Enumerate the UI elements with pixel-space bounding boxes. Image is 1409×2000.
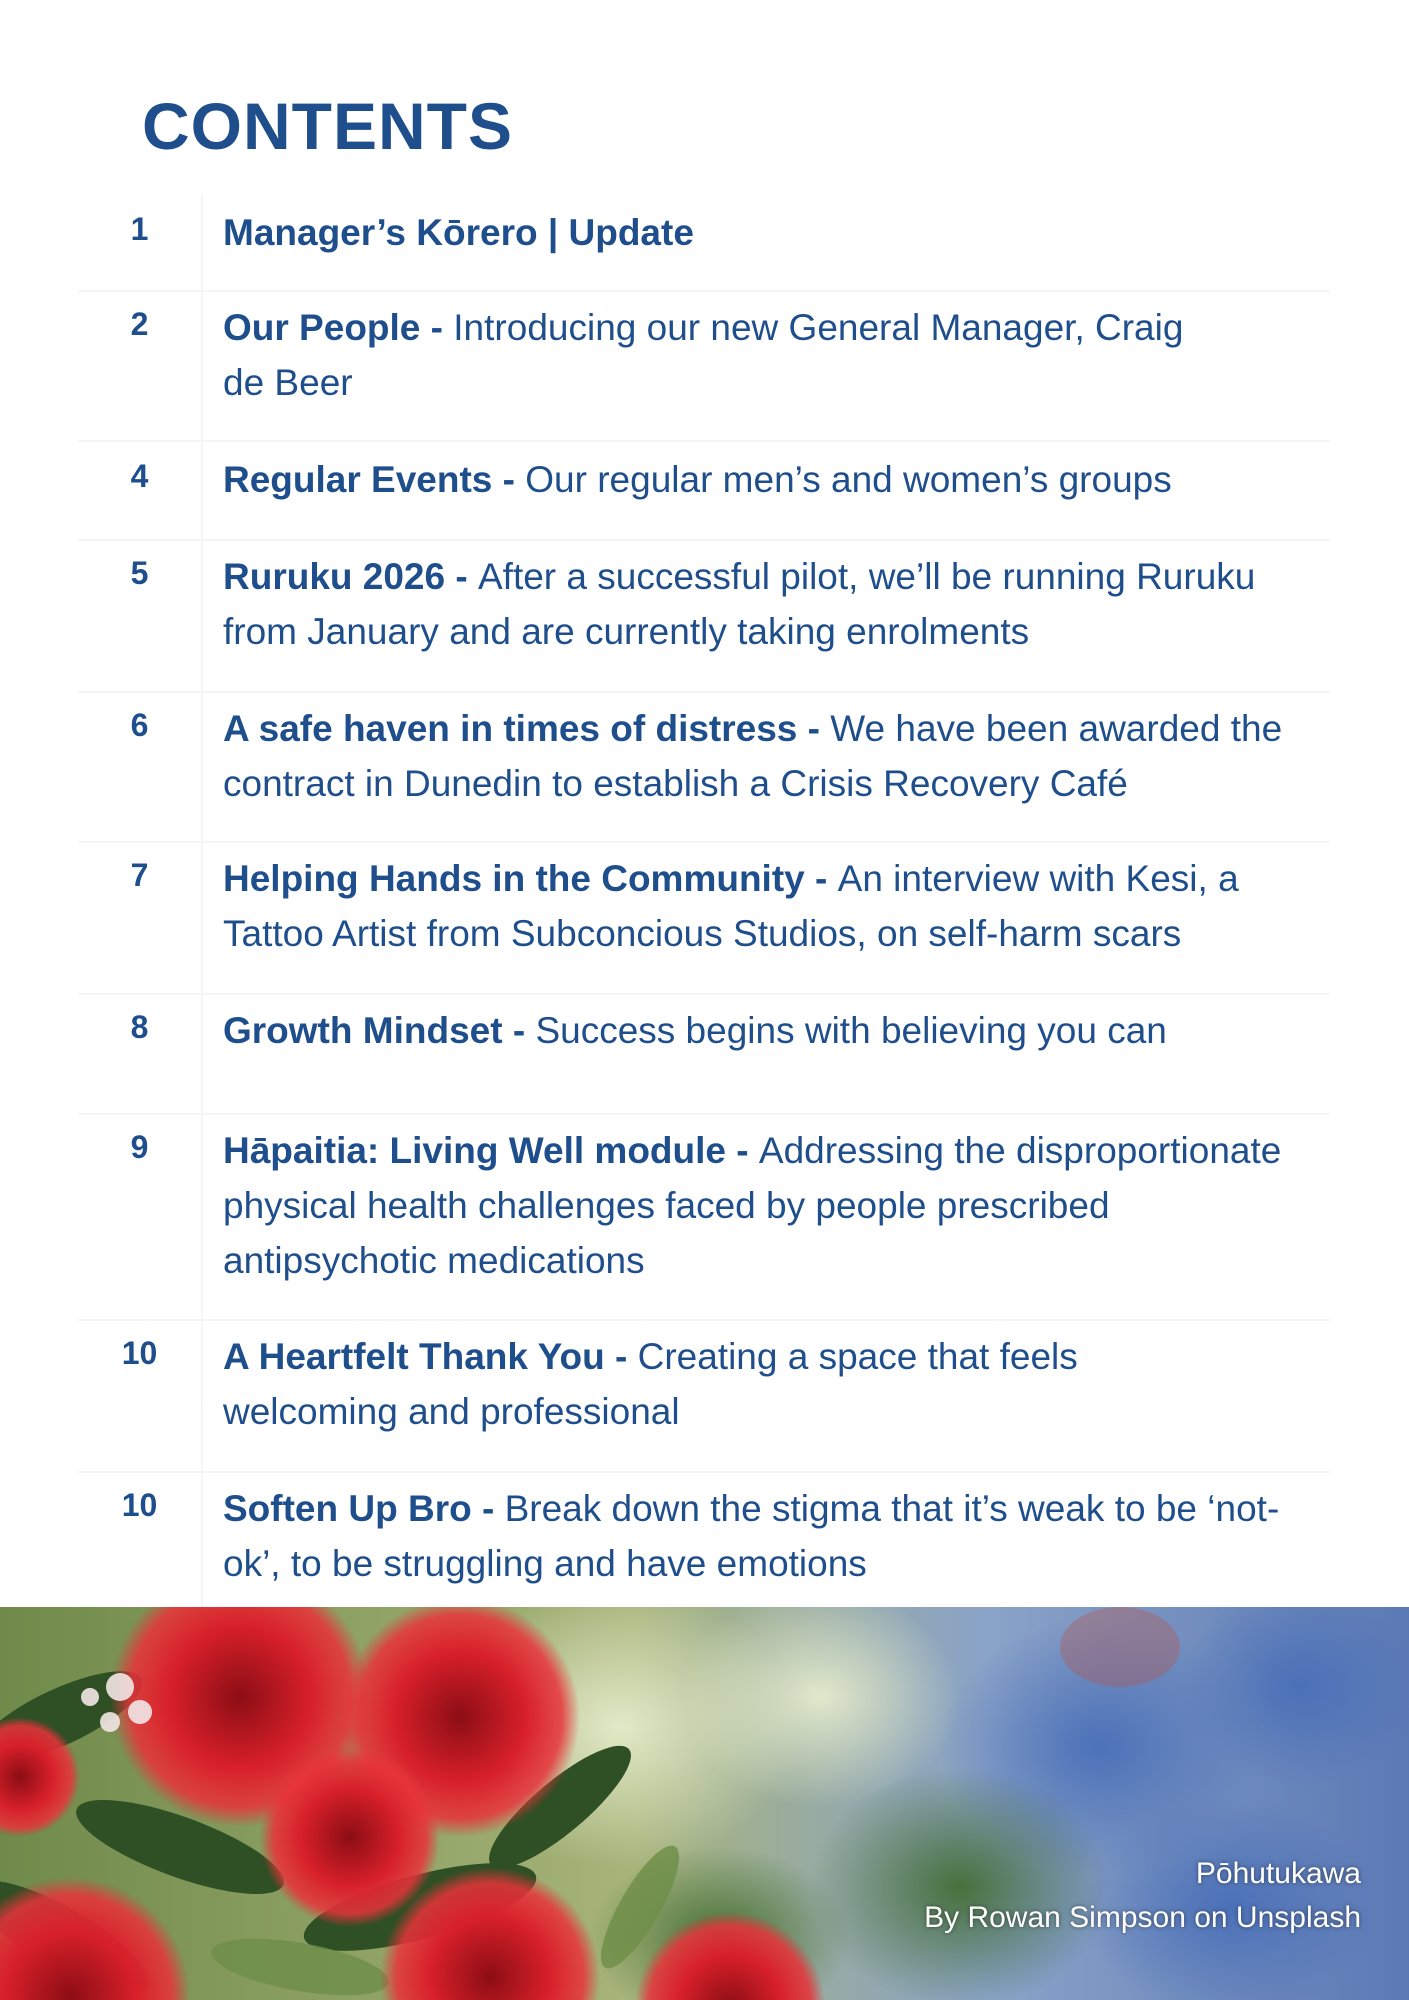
entry-separator: - (604, 1336, 638, 1377)
entry-heading: Our People (223, 307, 421, 348)
toc-entry[interactable] (78, 693, 1330, 843)
entry-separator: - (726, 1130, 759, 1171)
toc-entry[interactable] (78, 1321, 1330, 1473)
caption-credit: By Rowan Simpson on Unsplash (924, 1901, 1361, 1934)
entry-text (203, 195, 1330, 290)
entry-heading: Manager’s Kōrero | Update (223, 212, 694, 253)
toc-entry[interactable] (78, 195, 1330, 292)
entry-heading: A safe haven in times of distress (223, 708, 798, 749)
entry-text (203, 693, 1330, 841)
page-number: 10 (121, 1335, 158, 1371)
toc-entry[interactable] (78, 541, 1330, 693)
entry-text (203, 1115, 1330, 1319)
caption-title: Pōhutukawa (1195, 1857, 1361, 1890)
page-number-cell (78, 442, 203, 539)
page-number-cell (78, 1321, 203, 1471)
page-number-cell (78, 292, 203, 440)
entry-description: Introducing our new General Manager, Craig de Beer (223, 307, 1184, 403)
page-number-cell (78, 1115, 203, 1319)
page-number-cell (78, 1473, 203, 1621)
page-number: 8 (130, 1009, 149, 1045)
entry-description: Break down the stigma that it’s weak to be ‘not-ok’, to be struggling and have emotions (223, 1488, 1280, 1584)
page-number-cell (78, 195, 203, 290)
entry-heading: Regular Events (223, 459, 493, 500)
entry-description: Addressing the disproportionate physical health challenges faced by people prescribed antipsychotic medications (223, 1130, 1282, 1281)
photo-caption (924, 1852, 1361, 1940)
entry-heading: Growth Mindset (223, 1010, 503, 1051)
entry-separator: - (502, 1010, 536, 1051)
toc-entry[interactable] (78, 1473, 1330, 1621)
toc-entry[interactable] (78, 442, 1330, 541)
toc-entry[interactable] (78, 1115, 1330, 1321)
page-number-cell (78, 843, 203, 993)
page-number: 5 (130, 555, 149, 591)
toc-entry[interactable] (78, 995, 1330, 1115)
entry-description: Creating a space that feels welcoming and professional (223, 1336, 1078, 1432)
entry-text (203, 442, 1330, 539)
entry-separator: - (420, 307, 454, 348)
page-number: 6 (130, 707, 149, 743)
entry-separator: - (471, 1488, 505, 1529)
page-title: CONTENTS (142, 89, 513, 163)
entry-text (203, 292, 1330, 440)
toc-entry[interactable] (78, 292, 1330, 442)
entry-description: We have been awarded the contract in Dunedin to establish a Crisis Recovery Café (223, 708, 1283, 804)
entry-separator: - (797, 708, 831, 749)
table-of-contents (78, 195, 1330, 1621)
page-number: 10 (121, 1487, 158, 1523)
pohutukawa-photo (0, 1607, 1409, 2000)
entry-heading: Soften Up Bro (223, 1488, 472, 1529)
entry-separator: - (492, 459, 526, 500)
entry-separator: - (804, 858, 838, 899)
page-number-cell (78, 995, 203, 1113)
entry-description: After a successful pilot, we’ll be running Ruruku from January and are currently taking enrolments (223, 556, 1256, 652)
page-number: 4 (130, 458, 149, 494)
entry-text (203, 995, 1330, 1113)
entry-text (203, 1473, 1330, 1621)
entry-text (203, 843, 1330, 993)
page-number: 2 (130, 306, 149, 342)
entry-description: Our regular men’s and women’s groups (525, 459, 1172, 500)
entry-separator: - (445, 556, 478, 597)
entry-text (203, 1321, 1330, 1471)
page-number: 1 (130, 211, 149, 247)
toc-entry[interactable] (78, 843, 1330, 995)
page-number-cell (78, 693, 203, 841)
entry-heading: A Heartfelt Thank You (223, 1336, 605, 1377)
page-number: 7 (130, 857, 149, 893)
page-number-cell (78, 541, 203, 691)
entry-heading: Ruruku 2026 (223, 556, 446, 597)
entry-heading: Hāpaitia: Living Well module (223, 1130, 726, 1171)
entry-text (203, 541, 1330, 691)
page-number: 9 (130, 1129, 149, 1165)
entry-heading: Helping Hands in the Community (223, 858, 805, 899)
entry-description: Success begins with believing you can (535, 1010, 1167, 1051)
entry-description: An interview with Kesi, a Tattoo Artist from Subconcious Studios, on self-harm scars (223, 858, 1239, 954)
